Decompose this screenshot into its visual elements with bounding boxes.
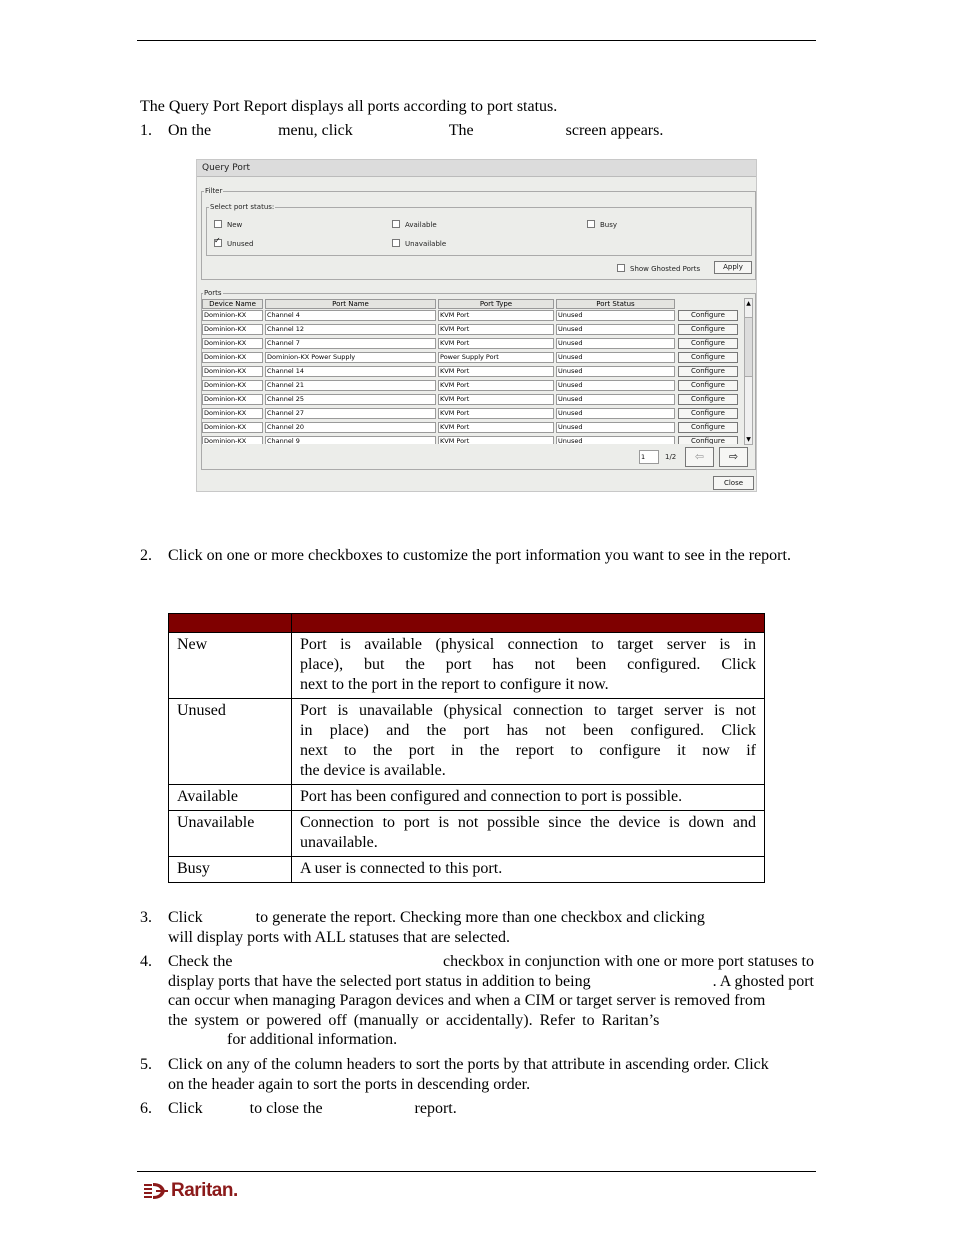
- step-5-text: [168, 1055, 814, 1094]
- table-row: [169, 699, 765, 785]
- table-row-cell: Unused: [556, 310, 675, 321]
- checkbox-unused-box[interactable]: [214, 239, 222, 247]
- step-4-line-2-a: display ports that have the selected port status in addition to being: [168, 972, 591, 990]
- table-row-cell: Channel 7: [265, 338, 436, 349]
- step-1-part-c: The: [448, 122, 474, 139]
- table-row-cell: Dominion-KX Power Supply: [265, 352, 436, 363]
- table-row-cell: KVM Port: [438, 338, 554, 349]
- raritan-logo-text: Raritan.: [171, 1180, 238, 1201]
- step-4-text: [168, 952, 814, 1050]
- table-row-cell: Dominion-KX: [202, 380, 263, 391]
- step-6-number: 6.: [140, 1100, 152, 1117]
- table-header-row: [169, 614, 765, 633]
- step-3-line-2: will display ports with ALL statuses that are selected.: [168, 928, 510, 946]
- table-row-cell: Dominion-KX: [202, 394, 263, 405]
- status-name: Unavailable: [169, 811, 292, 857]
- close-button[interactable]: Close: [713, 476, 754, 490]
- configure-button[interactable]: Configure: [678, 310, 738, 321]
- status-name: Busy: [169, 857, 292, 883]
- checkbox-busy[interactable]: [587, 220, 617, 230]
- header-rule: [137, 40, 816, 41]
- step-6-text: [168, 1099, 814, 1119]
- query-port-screenshot: [196, 159, 757, 492]
- checkbox-ghosted-label: Show Ghosted Ports: [630, 265, 701, 273]
- column-device-name[interactable]: Device Name: [202, 299, 263, 309]
- step-4-line-1: [168, 952, 814, 972]
- table-row-cell: KVM Port: [438, 408, 554, 419]
- table-row-cell: Dominion-KX: [202, 338, 263, 349]
- checkbox-available[interactable]: [392, 220, 437, 230]
- step-2-text: Click on one or more checkboxes to customize the port information you want to see in the report.: [168, 547, 791, 564]
- status-name: Unused: [169, 699, 292, 785]
- step-4-check: Check the: [168, 953, 233, 970]
- configure-button[interactable]: Configure: [678, 324, 738, 335]
- configure-button[interactable]: Configure: [678, 394, 738, 405]
- table-row-cell: Dominion-KX: [202, 324, 263, 335]
- footer-rule: [137, 1171, 816, 1172]
- left-arrow-icon: ⇦: [694, 450, 705, 463]
- status-description-line: Port is available (physical connection to target server is in: [300, 636, 756, 653]
- status-description: [292, 633, 765, 699]
- step-1-number: 1.: [140, 122, 152, 139]
- ports-rows: [202, 310, 740, 444]
- step-4-line-2-b: . A ghosted port: [712, 972, 814, 990]
- checkbox-unavailable-label: Unavailable: [405, 240, 447, 248]
- table-row-cell: Channel 12: [265, 324, 436, 335]
- status-description: [292, 857, 765, 883]
- status-description-line: place), but the port has not been configured. Click: [300, 656, 756, 673]
- raritan-logo: [143, 1180, 238, 1202]
- table-row-cell: Unused: [556, 394, 675, 405]
- table-row-cell: Dominion-KX: [202, 366, 263, 377]
- status-name: New: [169, 633, 292, 699]
- table-header-cell-1: [169, 614, 292, 633]
- checkbox-unavailable-box[interactable]: [392, 239, 400, 247]
- status-description-line: in place) and the port has not been configured. Click: [300, 722, 756, 739]
- table-row-cell: Unused: [556, 324, 675, 335]
- right-arrow-icon: ⇨: [728, 450, 739, 463]
- step-6-close: to close the: [249, 1100, 323, 1117]
- step-2-number: 2.: [140, 547, 152, 564]
- table-row-cell: Channel 14: [265, 366, 436, 377]
- step-6-click: Click: [168, 1100, 203, 1117]
- configure-button[interactable]: Configure: [678, 408, 738, 419]
- configure-button[interactable]: Configure: [678, 338, 738, 349]
- apply-button[interactable]: Apply: [714, 261, 752, 274]
- step-1-part-a: On the: [168, 122, 212, 139]
- step-4-line-5: for additional information.: [227, 1031, 398, 1048]
- status-description-line: next to the port in the report to configure it now if: [300, 742, 756, 759]
- step-3-click: Click: [168, 909, 203, 926]
- configure-button[interactable]: Configure: [678, 422, 738, 433]
- table-row-cell: KVM Port: [438, 394, 554, 405]
- status-description: [292, 699, 765, 785]
- step-1-part-d: screen appears.: [565, 122, 664, 139]
- step-4-line-4: the system or powered off (manually or accidentally). Refer to Raritan’s: [168, 1011, 660, 1029]
- configure-button[interactable]: Configure: [678, 436, 738, 444]
- table-row-cell: KVM Port: [438, 324, 554, 335]
- scroll-up-icon[interactable]: ▲: [746, 300, 751, 307]
- table-row-cell: Channel 21: [265, 380, 436, 391]
- step-4-line-1-rest: checkbox in conjunction with one or more port statuses to: [442, 953, 814, 970]
- step-4-number: 4.: [140, 953, 152, 970]
- table-row-cell: Dominion-KX: [202, 310, 263, 321]
- checkbox-unused-label: Unused: [227, 240, 254, 248]
- checkbox-unused[interactable]: [214, 239, 253, 249]
- table-row-cell: Channel 20: [265, 422, 436, 433]
- table-row-cell: Channel 27: [265, 408, 436, 419]
- table-row-cell: Dominion-KX: [202, 422, 263, 433]
- checkbox-busy-label: Busy: [600, 221, 618, 229]
- column-port-status[interactable]: Port Status: [556, 299, 675, 309]
- table-row-cell: Unused: [556, 352, 675, 363]
- table-row: [169, 785, 765, 811]
- status-name: Available: [169, 785, 292, 811]
- configure-button[interactable]: Configure: [678, 380, 738, 391]
- status-description-line: Port is unavailable (physical connection to target server is not: [300, 702, 756, 719]
- checkbox-busy-box[interactable]: [587, 220, 595, 228]
- step-1-part-b: menu, click: [278, 122, 353, 139]
- table-row-cell: Power Supply Port: [438, 352, 554, 363]
- checkbox-new-label: New: [227, 221, 243, 229]
- table-row-cell: Dominion-KX: [202, 408, 263, 419]
- table-row-cell: Unused: [556, 380, 675, 391]
- table-row-cell: Unused: [556, 366, 675, 377]
- table-row-cell: KVM Port: [438, 380, 554, 391]
- intro-paragraph: The Query Port Report displays all ports according to port status.: [140, 98, 558, 115]
- status-description-line: the device is available.: [300, 762, 446, 779]
- table-row-cell: KVM Port: [438, 310, 554, 321]
- scroll-down-icon[interactable]: ▼: [746, 436, 751, 443]
- table-row-cell: Unused: [556, 422, 675, 433]
- table-row-cell: Channel 4: [265, 310, 436, 321]
- table-row-cell: Channel 25: [265, 394, 436, 405]
- page-total: 1/2: [665, 453, 677, 461]
- step-3-line-1-rest: to generate the report. Checking more than one checkbox and clicking: [255, 909, 705, 926]
- step-5-line-2: on the header again to sort the ports in descending order.: [168, 1075, 531, 1093]
- table-row-cell: Unused: [556, 408, 675, 419]
- checkbox-unavailable[interactable]: [392, 239, 446, 249]
- ports-legend: Ports: [204, 289, 222, 297]
- step-6-report: report.: [414, 1100, 457, 1117]
- status-description-line: Port has been configured and connection to port is possible.: [300, 788, 683, 805]
- table-row-cell: KVM Port: [438, 366, 554, 377]
- step-1-text: [168, 121, 814, 141]
- column-port-type[interactable]: Port Type: [438, 299, 554, 309]
- step-4-line-2: [168, 972, 814, 992]
- status-description: [292, 811, 765, 857]
- checkbox-available-box[interactable]: [392, 220, 400, 228]
- checkbox-new-box[interactable]: [214, 220, 222, 228]
- table-row-cell: Dominion-KX: [202, 436, 263, 444]
- status-description-line: next to the port in the report to configure it now.: [300, 676, 609, 693]
- port-status-table: [168, 613, 765, 883]
- configure-button[interactable]: Configure: [678, 366, 738, 377]
- configure-button[interactable]: Configure: [678, 352, 738, 363]
- table-row-cell: KVM Port: [438, 436, 554, 444]
- query-port-title: Query Port: [197, 160, 756, 177]
- step-3-number: 3.: [140, 909, 152, 926]
- table-row: [169, 811, 765, 857]
- step-5-number: 5.: [140, 1056, 152, 1073]
- table-row-cell: Channel 9: [265, 436, 436, 444]
- table-row-cell: Dominion-KX: [202, 352, 263, 363]
- checkbox-new[interactable]: [214, 220, 242, 230]
- scroll-thumb[interactable]: [745, 317, 752, 377]
- status-description-line: A user is connected to this port.: [300, 860, 503, 877]
- table-row: [169, 857, 765, 883]
- ports-scrollbar[interactable]: [744, 298, 753, 445]
- raritan-logo-icon: [143, 1181, 169, 1201]
- step-3-text: [168, 908, 814, 947]
- filter-legend: Filter: [205, 187, 223, 195]
- checkbox-available-label: Available: [405, 221, 437, 229]
- table-row: [169, 633, 765, 699]
- status-description: [292, 785, 765, 811]
- table-row-cell: Unused: [556, 436, 675, 444]
- status-description-line: unavailable.: [300, 834, 378, 851]
- status-fieldset: [206, 207, 752, 256]
- page-input[interactable]: 1: [639, 450, 659, 464]
- status-legend: Select port status:: [210, 203, 275, 211]
- step-3-line-1: [168, 908, 814, 928]
- next-page-button[interactable]: [719, 447, 748, 467]
- column-port-name[interactable]: Port Name: [265, 299, 436, 309]
- status-description-line: Connection to port is not possible since the device is down and: [300, 814, 756, 831]
- prev-page-button[interactable]: [685, 447, 714, 467]
- step-5-line-1: Click on any of the column headers to sort the ports by that attribute in ascending order. Click: [168, 1056, 769, 1073]
- checkbox-ghosted-box[interactable]: [617, 264, 625, 272]
- table-row-cell: KVM Port: [438, 422, 554, 433]
- step-4-line-3: can occur when managing Paragon devices and when a CIM or target server is removed from: [168, 992, 766, 1009]
- table-header-cell-2: [292, 614, 765, 633]
- checkbox-show-ghosted[interactable]: [617, 264, 700, 274]
- table-row-cell: Unused: [556, 338, 675, 349]
